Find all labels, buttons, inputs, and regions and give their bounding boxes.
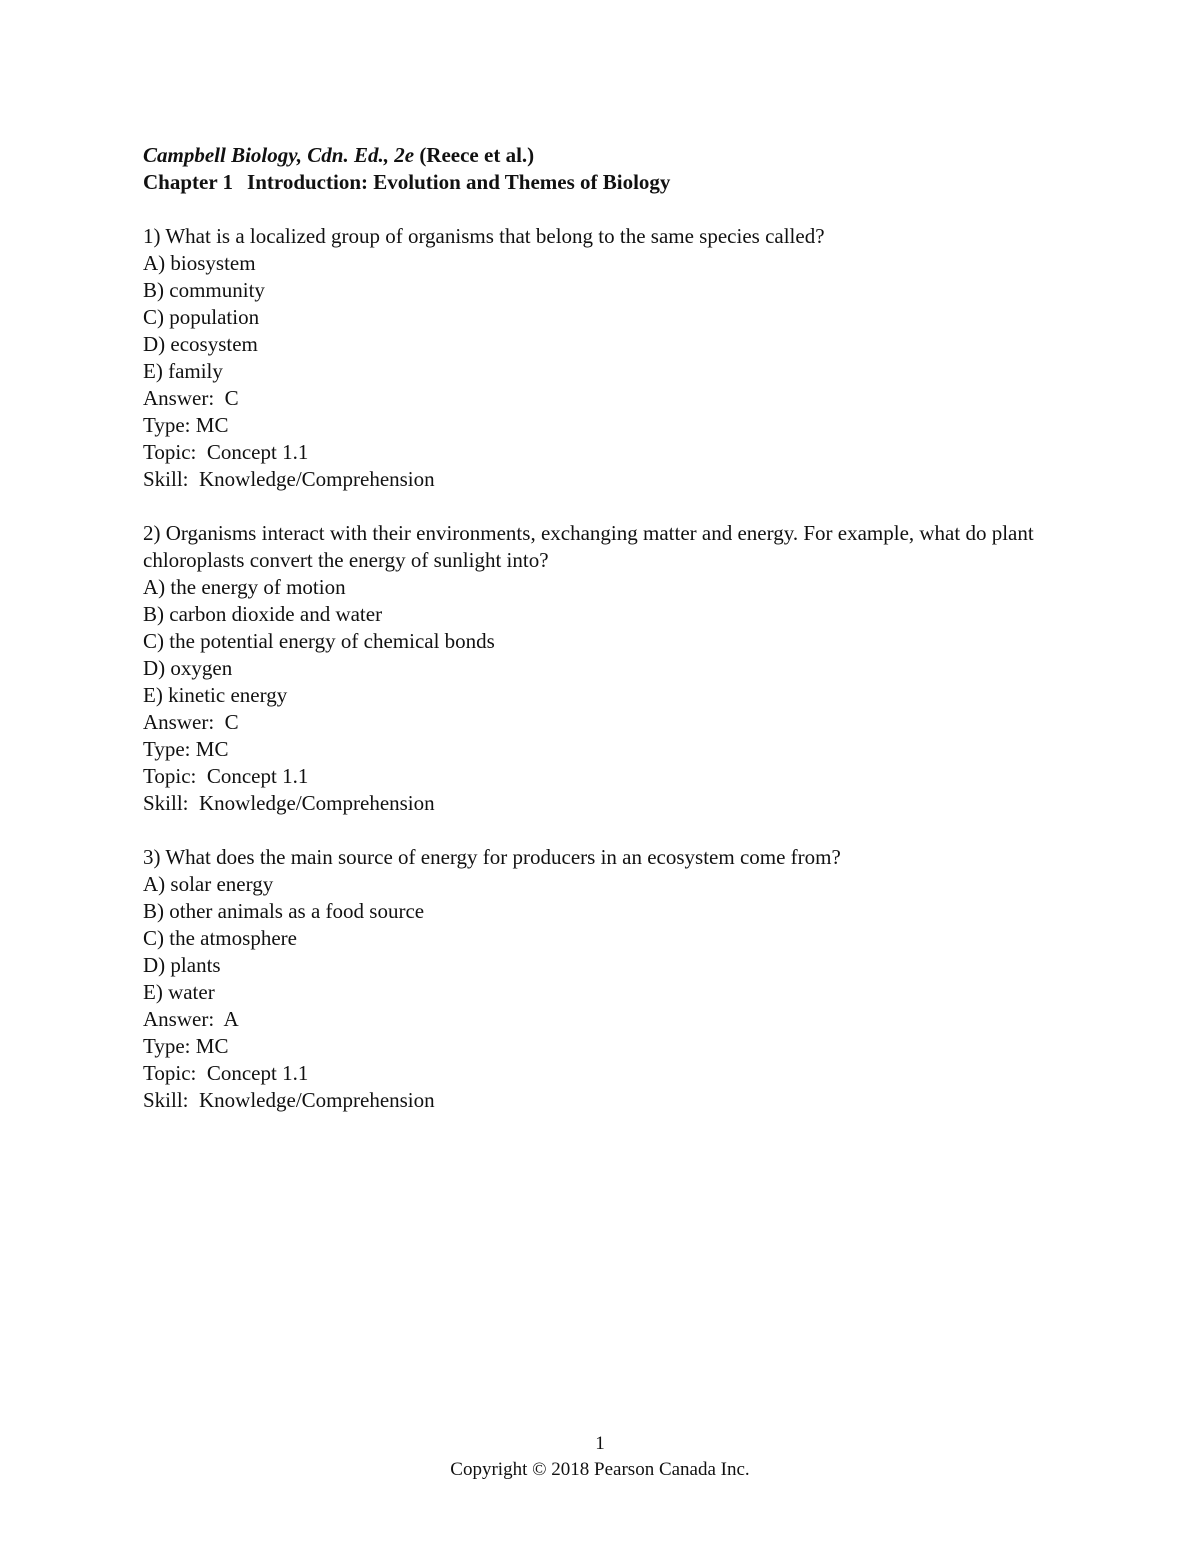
topic-line: Topic: Concept 1.1 [143, 1061, 309, 1085]
option-e: E) family [143, 359, 223, 383]
book-title-authors: (Reece et al.) [414, 143, 535, 167]
option-e: E) water [143, 980, 215, 1004]
option-d: D) oxygen [143, 656, 233, 680]
topic-line: Topic: Concept 1.1 [143, 764, 309, 788]
option-a: A) biosystem [143, 251, 256, 275]
page-content [143, 142, 1063, 1114]
option-b: B) community [143, 278, 265, 302]
option-b: B) carbon dioxide and water [143, 602, 383, 626]
question-2 [143, 520, 1063, 817]
chapter-title: Introduction: Evolution and Themes of Biology [247, 170, 671, 194]
option-a: A) solar energy [143, 872, 274, 896]
book-title-italic: Campbell Biology, Cdn. Ed., 2e [143, 143, 415, 167]
type-line: Type: MC [143, 413, 229, 437]
type-line: Type: MC [143, 1034, 229, 1058]
question-3 [143, 844, 1063, 1114]
skill-line: Skill: Knowledge/Comprehension [143, 1088, 435, 1112]
question-stem: 2) Organisms interact with their environments, exchanging matter and energy. For example, what do plant chloroplasts convert the energy of sunlight into? [143, 521, 1034, 572]
answer-line: Answer: C [143, 386, 239, 410]
option-d: D) plants [143, 953, 221, 977]
option-e: E) kinetic energy [143, 683, 288, 707]
option-d: D) ecosystem [143, 332, 258, 356]
skill-line: Skill: Knowledge/Comprehension [143, 467, 435, 491]
skill-line: Skill: Knowledge/Comprehension [143, 791, 435, 815]
page-number: 1 [595, 1433, 605, 1454]
chapter-label: Chapter 1 [143, 170, 234, 194]
question-stem: 3) What does the main source of energy for producers in an ecosystem come from? [143, 845, 841, 869]
option-c: C) population [143, 305, 260, 329]
answer-line: Answer: A [143, 1007, 239, 1031]
question-stem: 1) What is a localized group of organisms that belong to the same species called? [143, 224, 825, 248]
copyright-notice: Copyright © 2018 Pearson Canada Inc. [450, 1459, 750, 1480]
topic-line: Topic: Concept 1.1 [143, 440, 309, 464]
question-1 [143, 223, 1063, 493]
option-c: C) the atmosphere [143, 926, 297, 950]
book-title [143, 142, 1063, 169]
type-line: Type: MC [143, 737, 229, 761]
chapter-heading [143, 169, 1063, 196]
answer-line: Answer: C [143, 710, 239, 734]
option-b: B) other animals as a food source [143, 899, 425, 923]
option-a: A) the energy of motion [143, 575, 346, 599]
option-c: C) the potential energy of chemical bonds [143, 629, 495, 653]
